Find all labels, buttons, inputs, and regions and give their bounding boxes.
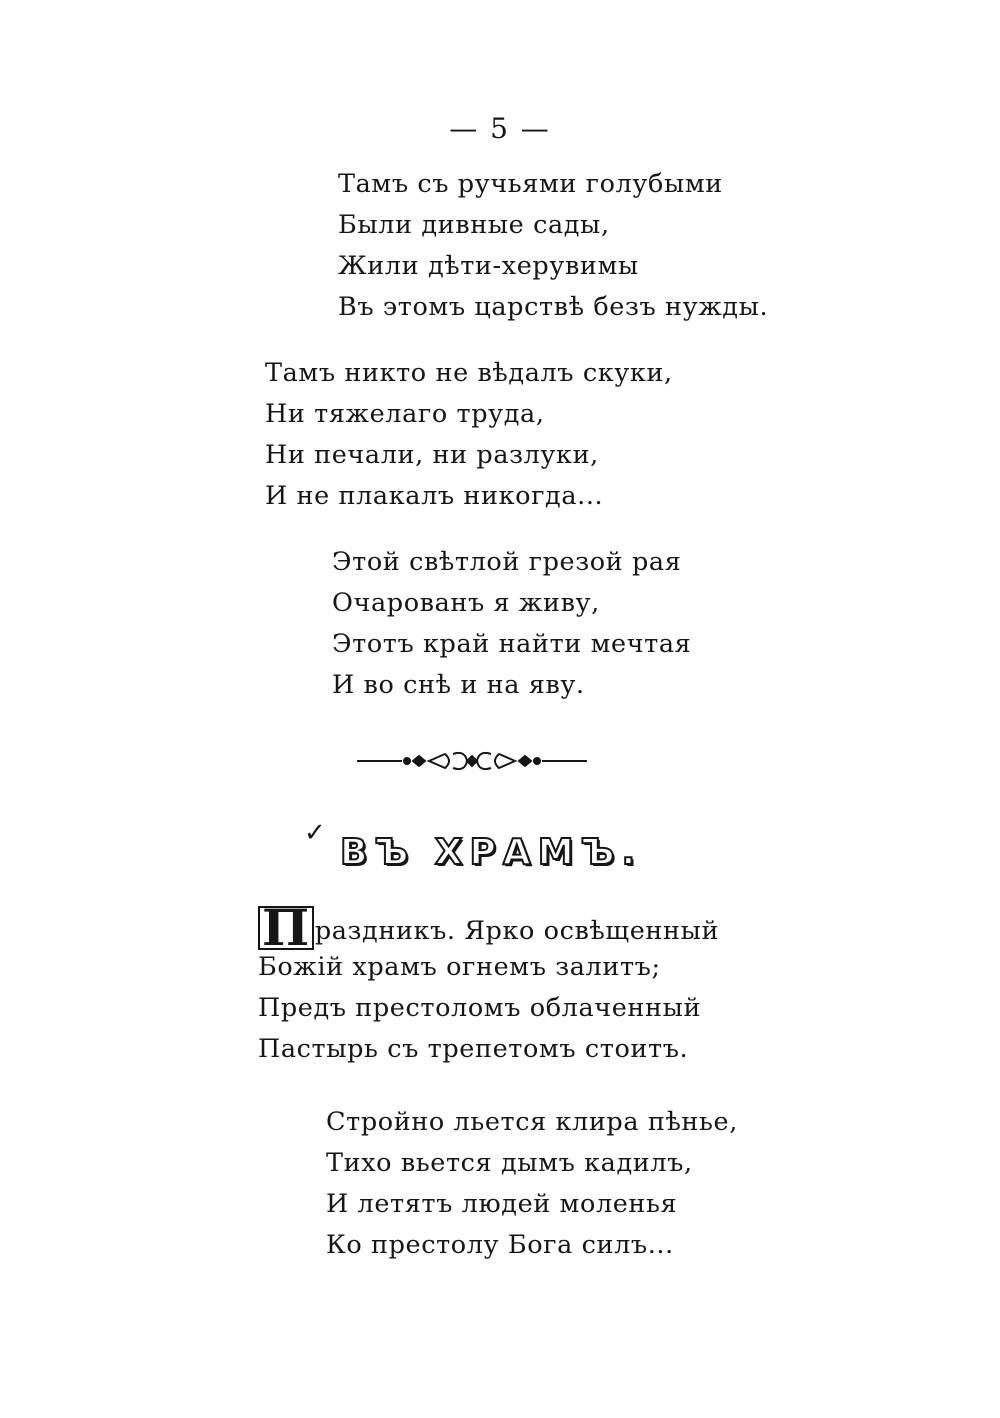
verse-line: Были дивные сады, xyxy=(338,210,610,240)
scroll-ornament-divider-icon xyxy=(357,746,587,776)
check-mark: ✓ xyxy=(304,818,326,848)
verse-line: Тамъ никто не вѣдалъ скуки, xyxy=(265,358,673,388)
verse-line xyxy=(258,898,720,957)
verse-line: Ни печали, ни разлуки, xyxy=(265,440,599,470)
verse-line: Этой свѣтлой грезой рая xyxy=(332,547,682,577)
verse-line: Тамъ съ ручьями голубыми xyxy=(338,169,723,199)
drop-cap: П xyxy=(258,906,314,950)
stanza-3 xyxy=(332,542,691,706)
verse-line: Божій храмъ огнемъ залитъ; xyxy=(258,952,661,982)
verse-line: Предъ престоломъ облаченный xyxy=(258,993,702,1023)
stanza-1 xyxy=(338,164,768,328)
verse-line: И во снѣ и на яву. xyxy=(332,670,585,700)
verse-line: И летятъ людей моленья xyxy=(326,1189,678,1219)
page-number: — 5 — xyxy=(449,112,551,145)
verse-line: Тихо вьется дымъ кадилъ, xyxy=(326,1148,693,1178)
verse-line: Стройно льется клира пѣнье, xyxy=(326,1107,738,1137)
verse-line: Этотъ край найти мечтая xyxy=(332,629,692,659)
stanza-2 xyxy=(265,353,673,517)
first-line-text: раздникъ. Ярко освѣщенный xyxy=(314,916,720,946)
stanza-5 xyxy=(326,1102,738,1266)
verse-line: Жили дѣти-херувимы xyxy=(338,251,639,281)
verse-line: И не плакалъ никогда... xyxy=(265,481,604,511)
verse-line: Пастырь съ трепетомъ стоитъ. xyxy=(258,1034,689,1064)
verse-line: Очарованъ я живу, xyxy=(332,588,600,618)
poem-title: ВЪ ХРАМЪ. xyxy=(340,832,643,873)
stanza-4 xyxy=(258,898,720,1070)
verse-line: Въ этомъ царствѣ безъ нужды. xyxy=(338,292,769,322)
verse-line: Ко престолу Бога силъ... xyxy=(326,1230,674,1260)
verse-line: Ни тяжелаго труда, xyxy=(265,399,545,429)
